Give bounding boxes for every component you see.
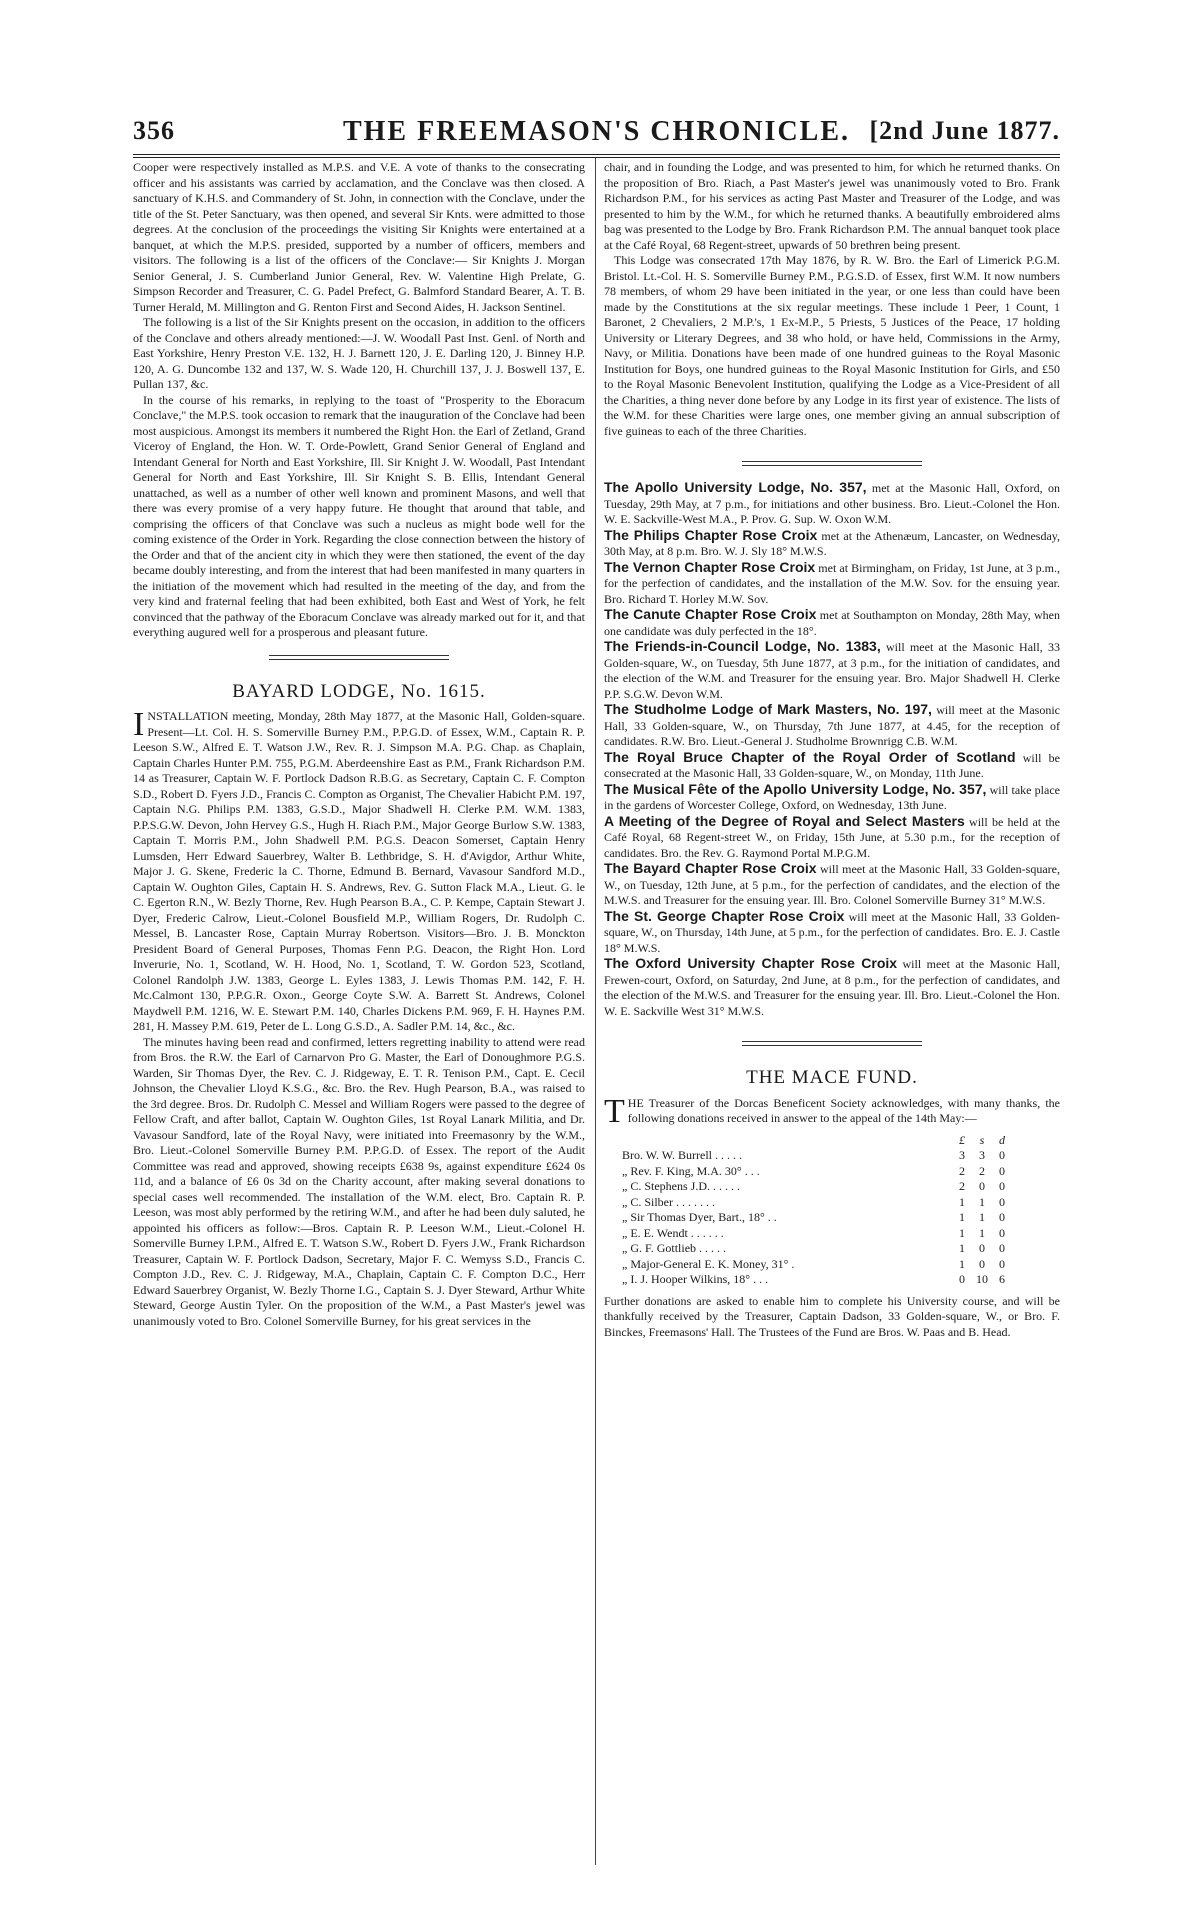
shillings: 3 bbox=[979, 1148, 985, 1162]
lodge-notice bbox=[604, 560, 1060, 608]
lodge-notices bbox=[604, 480, 1060, 1019]
pence: 0 bbox=[999, 1241, 1005, 1255]
lodge-notice-heading: The Musical Fête of the Apollo University Lodge, No. 357, bbox=[604, 780, 987, 797]
donor-name: „ C. Silber . . . . . . . bbox=[622, 1194, 715, 1209]
pence: 0 bbox=[999, 1179, 1005, 1193]
left-intro-paragraph: In the course of his remarks, in replying to the toast of "Prosperity to the Eboracum Conclave," the M.P.S. took occasion to remark that the inauguration of the Conclave had been most auspicious. Amongst its members it numbered the Right Hon. the Earl of Zetland, Grand Viceroy of England, the Hon. W. T. Orde-Powlett, Grand Senior General of England and Intendant General for North and East Yorkshire, Ill. Sir Knight J. W. Woodall, Past Intendant General for North and East Yorkshire, Ill. Sir Knight S. B. Ellis, Intendant General unattached, as well as a number of other well known and prominent Masons, and well that there was every promise of a very happy future. He thought that around that table, and comprising the officers of that Conclave was such a nucleus as might bode well for the coming existence of the Order in York. Regarding the close connection between the history of the Order and that of the ancient city in which they were then stationed, the event of the day became doubly interesting, and from the interest that had been manifested in many quarters in the initiation of the movement which had resulted in the meeting of the day, and from the very kind and fraternal feeling that had been exhibited, both East and West of York, he felt convinced that the pathway of the Eboracum Conclave was already marked out for it, and that everything augured well for a prosperous and pleasant future. bbox=[133, 392, 585, 639]
bayard-paragraph: The minutes having been read and confirmed, letters regretting inability to attend were read from Bros. the R.W. the Earl of Carnarvon Pro G. Master, the Earl of Donoughmore P.G.S. Warden, Sir Thomas Dyer, the Rev. C. J. Ridgeway, E. T. R. Tenison P.M., Capt. E. Cecil Johnson, the Chevalier Lloyd K.S.G., &c. Bro. the Rev. Hugh Pearson, B.A., was raised to the 3rd degree. Bros. Dr. Rudolph C. Messel and William Rogers were passed to the degree of Fellow Craft, and after ballot, Captain W. Oughton Giles, 1st Royal Lanark Militia, and Dr. Vavasour Sandford, late of the Royal Navy, were initiated into Freemasonry by the W.M., Bro. Lieut.-Colonel Somerville Burney P.M. P.P.G.D. of Essex. The report of the Audit Committee was read and approved, showing receipts £638 9s, against expenditure £624 0s 11d, and a balance of £6 0s 3d on the Charity account, after making several donations to special cases well recommended. The installation of the W.M. elect, Bro. Captain R. P. Leeson, was most ably performed by the retiring W.M., and after he had been duly saluted, he appointed his officers as follow:—Bros. Captain R. P. Leeson W.M., Lieut.-Colonel H. Somerville Burney I.P.M., Alfred E. T. Watson S.W., Robert D. Fyers J.W., Frank Richardson Treasurer, Captain W. F. Portlock Dadson, Secretary, Major F. C. Wemyss S.D., Francis C. Compton J.D., Rev. C. J. Ridgeway, M.A., Chaplain, Captain C. F. Compton D.C., Herr Edward Sauerbrey Organist, W. Bezly Thorne I.G., Captain S. J. Dyer Steward, Arthur White Steward, George Austin Tyler. On the proposition of the W.M., a Past Master's jewel was unanimously voted to Bro. Colonel Somerville Burney, for his great services in the bbox=[133, 1034, 585, 1328]
pounds: 2 bbox=[959, 1179, 965, 1193]
pounds-header: £ bbox=[959, 1132, 965, 1147]
lodge-notice-heading: The Vernon Chapter Rose Croix bbox=[604, 558, 816, 575]
pounds: 1 bbox=[959, 1256, 965, 1271]
donor-name: „ Rev. F. King, M.A. 30° . . . bbox=[622, 1163, 760, 1178]
pence: 0 bbox=[999, 1148, 1005, 1162]
donation-row bbox=[622, 1210, 1060, 1226]
donation-row bbox=[622, 1195, 1060, 1211]
lodge-notice-heading: The St. George Chapter Rose Croix bbox=[604, 907, 845, 924]
right-column bbox=[604, 160, 1060, 1340]
lodge-notice-text: will meet at the Masonic Hall, Frewen-court, Oxford, on Saturday, 2nd June, at 8 p.m., for the perfection of candidates, and the election of the M.W.S. and Treasurer for the ensuing year. Ill. Bro. Lieut.-Colonel the Hon. W. E. Sackville West 31° M.W.S. bbox=[604, 957, 1061, 1018]
page-title: THE FREEMASON'S CHRONICLE. bbox=[342, 116, 851, 147]
lodge-notice-text: will meet at the Masonic Hall, 33 Golden-square, W., on Thursday, 7th June 1877, at 4.45, for the reception of candidates. R.W. Bro. Lieut.-General J. Studholme Brownrigg C.B. W.M. bbox=[604, 703, 1060, 748]
pence: 6 bbox=[999, 1272, 1005, 1286]
lodge-notice-heading: The Studholme Lodge of Mark Masters, No. 197, bbox=[604, 701, 932, 717]
donation-rows bbox=[622, 1148, 1060, 1288]
shillings-header: s bbox=[979, 1132, 985, 1147]
lodge-notice bbox=[604, 702, 1060, 750]
pounds: 2 bbox=[959, 1163, 965, 1178]
right-intro-paragraph: chair, and in founding the Lodge, and was presented to him, for which he returned thanks. On the proposition of Bro. Riach, a Past Master's jewel was unanimously voted to Bro. Frank Richardson P.M., for his services as acting Past Master and Treasurer of the Lodge, and was presented to him by the W.M., for which he returned thanks. A beautifully embroidered alms bag was presented to the Lodge by Bro. Frank Richardson P.M. The annual banquet took place at the Café Royal, 68 Regent-street, upwards of 50 brethren being present. bbox=[604, 160, 1060, 252]
lodge-notice bbox=[604, 607, 1060, 639]
lodge-notice-heading: The Philips Chapter Rose Croix bbox=[604, 526, 818, 543]
pounds: 1 bbox=[959, 1194, 965, 1209]
donation-header-row bbox=[622, 1133, 1060, 1149]
shillings: 1 bbox=[979, 1194, 985, 1209]
page-number: 356 bbox=[133, 116, 175, 145]
lodge-notice-text: will meet at the Masonic Hall, 33 Golden-square, W., on Thursday, 14th June, at 5 p.m., for the perfection of candidates. Bro. E. J. Castle 18° M.W.S. bbox=[604, 909, 1060, 955]
lodge-notice-text: met at Birmingham, on Friday, 1st June, at 3 p.m., for the perfection of candidates, and the installation of the M.W. Sov. for the ensuing year. Bro. Richard T. Horley M.W. Sov. bbox=[604, 560, 1060, 606]
donation-row bbox=[622, 1257, 1060, 1273]
lodge-notice-heading: The Oxford University Chapter Rose Croix bbox=[604, 955, 898, 971]
shillings: 10 bbox=[976, 1272, 988, 1286]
lodge-notice-text: met at the Athenæum, Lancaster, on Wednesday, 30th May, at 8 p.m. Bro. W. J. Sly 18° M.W.S. bbox=[604, 528, 1060, 558]
mace-fund-title: THE MACE FUND. bbox=[746, 1067, 918, 1088]
lodge-notice-heading: The Bayard Chapter Rose Croix bbox=[604, 860, 817, 876]
lodge-notice bbox=[604, 639, 1060, 702]
donor-name: „ Sir Thomas Dyer, Bart., 18° . . bbox=[622, 1210, 777, 1224]
mace-intro-text: HE Treasurer of the Dorcas Beneficent Society acknowledges, with many thanks, the following donations received in answer to the appeal of the 14th May:— bbox=[627, 1095, 1060, 1125]
lodge-notice-text: will be consecrated at the Masonic Hall, 33 Golden-square, W., on Monday, 11th June. bbox=[604, 750, 1060, 780]
pounds: 3 bbox=[959, 1148, 965, 1162]
shillings: 0 bbox=[979, 1256, 985, 1271]
lodge-notice bbox=[604, 861, 1060, 909]
donation-row bbox=[622, 1241, 1060, 1257]
donation-row bbox=[622, 1148, 1060, 1164]
left-intro-paragraph: Cooper were respectively installed as M.P.S. and V.E. A vote of thanks to the consecrating officer and his assistants was carried by acclamation, and the Conclave was then closed. A sanctuary of K.H.S. and Commandery of St. John, in connection with the Conclave, under the title of the St. Peter Sanctuary, was then opened, and several Sir Knts. were admitted to those degrees. At the conclusion of the proceedings the visiting Sir Knights were entertained at a banquet, at which the M.P.S. presided, supported by a number of officers, members and visitors. The following is a list of the officers of the Conclave:— Sir Knights J. Morgan Senior General, J. S. Cumberland Junior General, Rev. W. Valentine High Prelate, G. Simpson Recorder and Treasurer, C. G. Padel Prefect, G. Balmford Standard Bearer, A. T. B. Turner Herald, M. Millington and G. Renton First and Second Aides, H. Jackson Sentinel. bbox=[133, 160, 585, 314]
lodge-notice bbox=[604, 909, 1060, 957]
page-header bbox=[133, 116, 1060, 152]
lodge-notice bbox=[604, 782, 1060, 814]
right-intro-paragraph: This Lodge was consecrated 17th May 1876, by R. W. Bro. the Earl of Limerick P.G.M. Bristol. Lt.-Col. H. S. Somerville Burney P.M., P.G.S.D. of Essex, first W.M. It now numbers 78 members, of whom 29 have been initiated in the year, or one less than could have been made by the Constitutions at the six regular meetings. These include 1 Peer, 1 Count, 1 Baronet, 2 Chevaliers, 2 M.P.'s, 1 Ex-M.P., 5 Priests, 5 Justices of the Peace, 17 holding University or Literary Degrees, and 38 who hold, or have held, Commissions in the Army, Navy, or Militia. Donations have been made of one hundred guineas to the Royal Masonic Institution for Boys, one hundred guineas to the Royal Masonic Institution for Girls, and £50 to the Royal Masonic Benevolent Institution, qualifying the Lodge as a Vice-President of all the Charities, a thing never done before by any Lodge in its first year of existence. The lists of the W.M. for these Charities were large ones, one member giving an annual subscription of five guineas to each of the three Charities. bbox=[604, 253, 1060, 438]
pence: 0 bbox=[999, 1225, 1005, 1240]
shillings: 1 bbox=[979, 1210, 985, 1224]
pounds: 1 bbox=[959, 1241, 965, 1255]
shillings: 0 bbox=[979, 1241, 985, 1255]
lodge-notice bbox=[604, 814, 1060, 862]
lodge-notice-heading: The Royal Bruce Chapter of the Royal Order of Scotland bbox=[604, 748, 1016, 765]
bayard-lodge-title: BAYARD LODGE, No. 1615. bbox=[232, 680, 486, 702]
lodge-notice bbox=[604, 750, 1060, 782]
shillings: 1 bbox=[979, 1225, 985, 1240]
lodge-notice-heading: A Meeting of the Degree of Royal and Select Masters bbox=[604, 812, 965, 829]
donor-name: „ C. Stephens J.D. . . . . . bbox=[622, 1179, 740, 1193]
drop-cap: I bbox=[133, 706, 145, 743]
shillings: 0 bbox=[979, 1179, 985, 1193]
pounds: 0 bbox=[959, 1272, 965, 1286]
header-rule bbox=[133, 154, 1060, 155]
lodge-notice-heading: The Friends-in-Council Lodge, No. 1383, bbox=[604, 638, 881, 654]
donor-name: „ G. F. Gottlieb . . . . . bbox=[622, 1241, 727, 1255]
header-rule-thin bbox=[133, 157, 1060, 158]
donation-row bbox=[622, 1226, 1060, 1242]
mace-outro: Further donations are asked to enable him to complete his University course, and will be thankfully received by the Treasurer, Captain Dadson, 33 Golden-square, W., or Bro. F. Binckes, Freemasons' Hall. The Trustees of the Fund are Bros. W. Paas and B. Head. bbox=[604, 1293, 1060, 1339]
lodge-notice-heading: The Apollo University Lodge, No. 357, bbox=[604, 479, 867, 495]
lodge-notice bbox=[604, 956, 1060, 1019]
bayard-paragraph bbox=[133, 706, 585, 1035]
left-intro-paragraph: The following is a list of the Sir Knights present on the occasion, in addition to the officers of the Conclave and others already mentioned:—J. W. Woodall Past Inst. Genl. of North and East Yorkshire, Henry Preston V.E. 132, H. J. Barnett 120, J. E. Darling 120, J. Binney H.P. 120, A. G. Duncombe 132 and 137, W. S. Wade 120, H. Churchill 137, J. J. Boswell 137, E. Pullan 137, &c. bbox=[133, 315, 585, 391]
section-separator bbox=[742, 1041, 922, 1046]
pounds: 1 bbox=[959, 1210, 965, 1224]
drop-cap: T bbox=[604, 1092, 625, 1130]
pounds: 1 bbox=[959, 1225, 965, 1240]
pence: 0 bbox=[999, 1256, 1005, 1271]
donor-name: Bro. W. W. Burrell . . . . . bbox=[622, 1148, 743, 1162]
donation-row bbox=[622, 1179, 1060, 1195]
shillings: 2 bbox=[979, 1163, 985, 1178]
lodge-notice-text: will take place in the gardens of Worcester College, Oxford, on Wednesday, 13th June. bbox=[604, 782, 1060, 812]
pence: 0 bbox=[999, 1210, 1005, 1224]
left-column bbox=[133, 160, 585, 1329]
donor-name: „ Major-General E. K. Money, 31° . bbox=[622, 1256, 795, 1271]
pence: 0 bbox=[999, 1194, 1005, 1209]
pence-header: d bbox=[999, 1132, 1005, 1147]
donor-name: „ E. E. Wendt . . . . . . bbox=[622, 1225, 724, 1240]
lodge-notice bbox=[604, 528, 1060, 560]
mace-intro bbox=[604, 1092, 1060, 1130]
section-separator bbox=[742, 461, 922, 466]
lodge-notice bbox=[604, 480, 1060, 528]
lodge-notice-text: will meet at the Masonic Hall, 33 Golden-square, W., on Tuesday, 12th June, at 5 p.m., for the perfection of candidates, and the election of the M.W.S. and Treasurer for the ensuing year. Ill. Bro. Colonel Somerville Burney 31° M.W.S. bbox=[604, 862, 1060, 907]
donation-table bbox=[622, 1133, 1060, 1288]
lodge-notice-text: will meet at the Masonic Hall, 33 Golden-square, W., on Tuesday, 5th June 1877, at 3 p.m., for the initiation of candidates, and the election of the W.M. and Treasurer for the ensuing year. Bro. Major Shadwell H. Clerke P.P. S.G.W. Devon W.M. bbox=[604, 640, 1060, 701]
lodge-notice-heading: The Canute Chapter Rose Croix bbox=[604, 606, 817, 622]
lodge-notice-text: met at the Masonic Hall, Oxford, on Tuesday, 29th May, at 7 p.m., for initiations and other business. Bro. Lieut.-Colonel the Hon. W. E. Sackville-West M.A., P. Prov. G. Sup. W. Oxon W.M. bbox=[604, 481, 1060, 526]
issue-date: [2nd June 1877. bbox=[869, 116, 1060, 145]
donation-row bbox=[622, 1272, 1060, 1288]
donor-name: „ I. J. Hooper Wilkins, 18° . . . bbox=[622, 1272, 769, 1286]
section-separator bbox=[269, 655, 449, 660]
lodge-notice-text: will be held at the Café Royal, 68 Regent-street W., on Friday, 15th June, at 5.30 p.m., for the reception of candidates. Bro. the Rev. G. Raymond Portal M.P.G.M. bbox=[604, 814, 1061, 860]
column-divider bbox=[595, 158, 596, 1865]
pence: 0 bbox=[999, 1163, 1005, 1178]
lodge-notice-text: met at Southampton on Monday, 28th May, when one candidate was duly perfected in the 18°. bbox=[604, 608, 1060, 638]
donation-row bbox=[622, 1164, 1060, 1180]
bayard-text: NSTALLATION meeting, Monday, 28th May 1877, at the Masonic Hall, Golden-square. Present—Lt. Col. H. S. Somerville Burney P.M., P.P.G.D. of Essex, W.M., Captain R. P. Leeson S.W., Alfred E. T. Watson J.W., Rev. R. J. Simpson M.A. P.G. Chap. as Chaplain, Captain Charles Hunter P.M. 755, P.G.M. Aberdeenshire East as P.M., Frank Richardson P.M. 14 as Treasurer, Captain W. F. Portlock Dadson R.B.G. as Secretary, Captain C. F. Compton S.D., Robert D. Fyers J.D., Francis C. Compton as Organist, The Chevalier Habicht P.M. 197, Captain N.G. Philips P.M. 1383, G.S.D., Major Shadwell H. Clerke P.M. W.M. 1383, P.P.S.G.W. Devon, John Hervey G.S., Hugh H. Riach P.M., Major George Burlow S.W. 1383, Captain T. Morris P.M., John Shadwell P.M. P.G.S. Deacon Somerset, Captain Henry Lumsden, Herr Edward Sauerbrey, Walter B. Lethbridge, S. H. d'Avigdor, Arthur White, Major J. G. Skene, Frederic la C. Thorne, Edmund B. Bernard, Vavasour Sandford M.D., Captain W. Oughton Giles, Captain H. S. Andrews, Rev. G. Sutton Flack M.A., Lieut. G. le C. Egerton R.N., W. Bezly Thorne, Rev. Hugh Pearson B.A., C. P. Kempe, Captain Stewart J. Dyer, Frederic Calrow, Lieut.-Colonel Bousfield M.P., William Rogers, Dr. Rudolph C. Messel, B. Lancaster Rose, Captain Murray Robertson. Visitors—Bro. J. B. Monckton President Board of General Purposes, Thomas Fenn P.G. Deacon, the Right Hon. Lord Inverurie, No. 1, Scotland, W. H. Hood, No. 1, Scotland, T. W. Gordon 523, Scotland, Colonel Randolph J.W. 1383, George L. Eyles 1383, J. Lewis Thomas P.M. 142, F. H. Mc.Calmont 130, P.P.G.R. Oxon., George Coyte S.W. A. Barrett St. Andrews, Colonel Maydwell P.M. 1216, W. E. Stewart P.M. 140, Charles Dickens P.M. 969, F. H. Haynes P.M. 281, H. Massey P.M. 619, Peter de L. Long G.S.D., A. Sadler P.M. 14, &c., &c. bbox=[133, 709, 585, 1033]
